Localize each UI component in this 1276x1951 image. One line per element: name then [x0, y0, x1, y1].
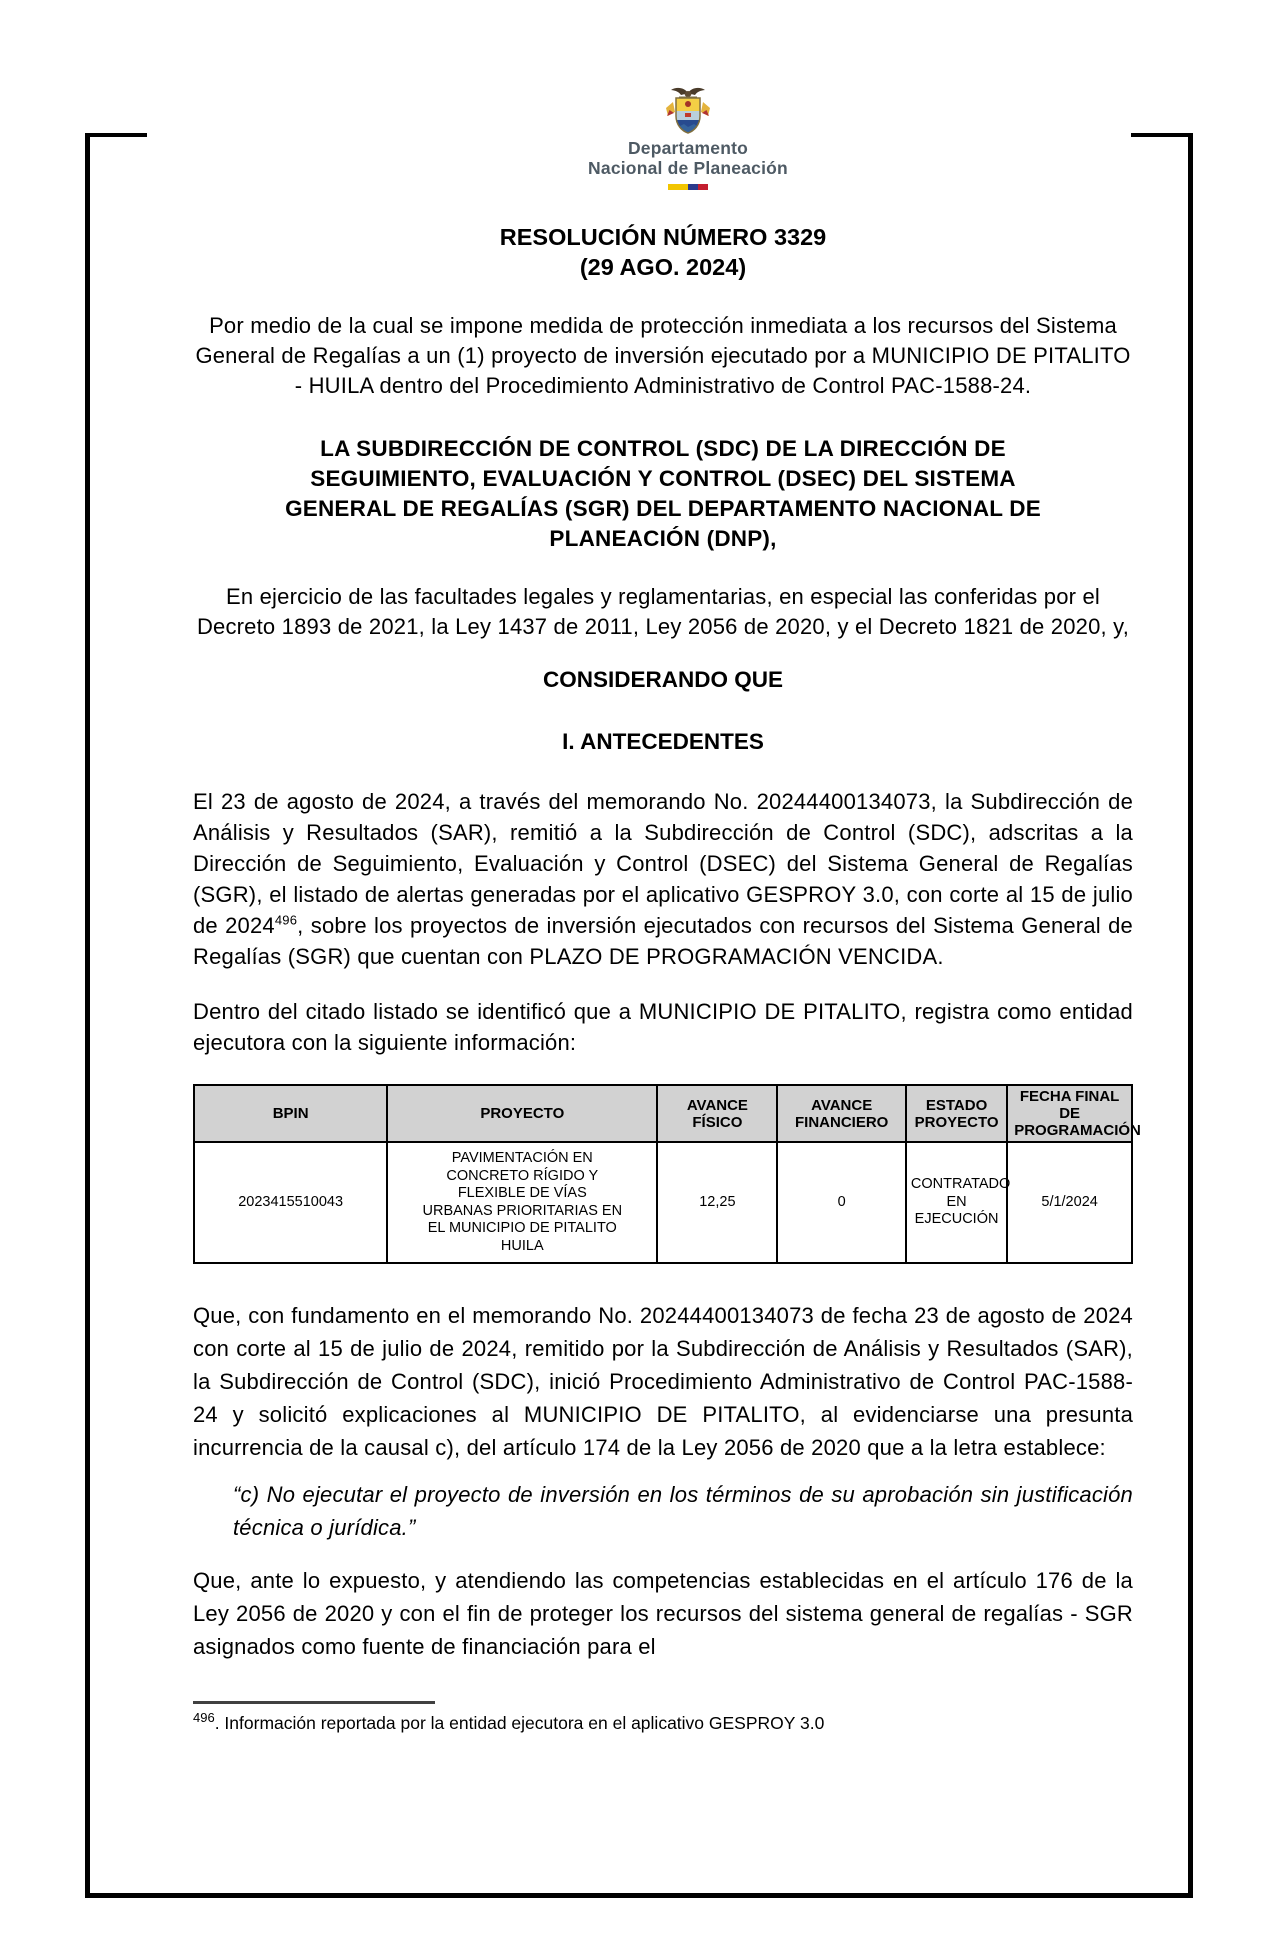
resolution-title	[193, 222, 1133, 282]
table-header-row	[194, 1085, 1132, 1142]
data-cell-avance-fisico: 12,25	[657, 1142, 777, 1263]
dnp-logo	[538, 86, 838, 190]
data-cell-fecha-final: 5/1/2024	[1007, 1142, 1132, 1263]
data-cell-bpin: 2023415510043	[194, 1142, 387, 1263]
listado-paragraph: Dentro del citado listado se identificó que a MUNICIPIO DE PITALITO, registra como entidad ejecutora con la siguiente información:	[193, 999, 1133, 1055]
header-cell-fecha-final: FECHA FINAL DE PROGRAMACIÓN	[1007, 1085, 1132, 1142]
considering-heading: CONSIDERANDO QUE	[542, 667, 784, 692]
logo-org-name	[538, 138, 838, 178]
antecedent-text-part1: El 23 de agosto de 2024, a través del memorando No. 20244400134073, la Subdirección de Análisis y Resultados (SAR), remitió a la Subdirección de Control (SDC), adscritas a la Dirección de Seguimiento, Evaluación y Control (DSEC) del Sistema General de Regalías (SGR), el listado de alertas generadas por el aplicativo GESPROY 3.0, con corte al 15 de julio de 2024	[193, 789, 1133, 938]
legal-quote: “c) No ejecutar el proyecto de inversión en los términos de su aprobación sin justificación técnica o jurídica.”	[233, 1482, 1133, 1540]
flag-blue-segment	[688, 184, 698, 190]
flag-red-segment	[698, 184, 708, 190]
resolution-date: (29 AGO. 2024)	[579, 254, 747, 280]
header-cell-avance-financiero: AVANCE FINANCIERO	[777, 1085, 906, 1142]
footnote-separator	[193, 1701, 435, 1704]
fundamento-paragraph: Que, con fundamento en el memorando No. 20244400134073 de fecha 23 de agosto de 2024 con corte al 15 de julio de 2024, remitido por la Subdirección de Análisis y Resultados (SAR), la Subdirección de Control (SDC), inició Procedimiento Administrativo de Control PAC-1588-24 y solicitó explicaciones al MUNICIPIO DE PITALITO, al evidenciarse una presunta incurrencia de la causal c), del artículo 174 de la Ley 2056 de 2020 que a la letra establece:	[193, 1303, 1133, 1460]
footnote-ref-496: 496	[274, 912, 298, 928]
data-cell-avance-financiero: 0	[777, 1142, 906, 1263]
colombia-coat-of-arms-icon	[665, 86, 711, 136]
logo-org-line1: Departamento	[627, 138, 749, 158]
document-content	[193, 222, 1141, 1734]
resolution-number: RESOLUCIÓN NÚMERO 3329	[499, 224, 827, 250]
footnote-number: 496	[193, 1710, 215, 1726]
antecedent-text-part2: , sobre los proyectos de inversión ejecutados con recursos del Sistema General de Regalías (SGR) que cuentan con PLAZO DE PROGRAMACIÓN VENCIDA.	[193, 913, 1133, 969]
data-cell-estado-proyecto: CONTRATADO EN EJECUCIÓN	[906, 1142, 1007, 1263]
header-cell-bpin: BPIN	[194, 1085, 387, 1142]
intro-paragraph: Por medio de la cual se impone medida de protección inmediata a los recursos del Sistema General de Regalías a un (1) proyecto de inversión ejecutado por a MUNICIPIO DE PITALITO - HUILA dentro del Procedimiento Administrativo de Control PAC-1588-24.	[195, 313, 1131, 398]
table-row	[194, 1142, 1132, 1263]
antecedents-heading: I. ANTECEDENTES	[562, 729, 764, 754]
footnote	[193, 1712, 1133, 1734]
competencias-paragraph: Que, ante lo expuesto, y atendiendo las competencias establecidas en el artículo 176 de la Ley 2056 de 2020 y con el fin de proteger los recursos del sistema general de regalías - SGR asignados como fuente de financiación para el	[193, 1568, 1133, 1659]
frame-top-right-arm	[1131, 133, 1193, 137]
header-cell-avance-fisico: AVANCE FÍSICO	[657, 1085, 777, 1142]
footnote-text: . Información reportada por la entidad ejecutora en el aplicativo GESPROY 3.0	[214, 1713, 825, 1733]
header-cell-proyecto: PROYECTO	[387, 1085, 657, 1142]
authority-heading: LA SUBDIRECCIÓN DE CONTROL (SDC) DE LA DIRECCIÓN DE SEGUIMIENTO, EVALUACIÓN Y CONTROL (DSEC) DEL SISTEMA GENERAL DE REGALÍAS (SGR) DEL DEPARTAMENTO NACIONAL DE PLANEACIÓN (DNP),	[285, 436, 1041, 551]
faculties-paragraph: En ejercicio de las facultades legales y reglamentarias, en especial las conferidas por el Decreto 1893 de 2021, la Ley 1437 de 2011, Ley 2056 de 2020, y el Decreto 1821 de 2020, y,	[196, 584, 1130, 639]
colombia-flag-bar	[668, 184, 708, 190]
frame-top-left-arm	[85, 133, 147, 137]
antecedent-paragraph	[193, 786, 1133, 972]
data-cell-proyecto: PAVIMENTACIÓN EN CONCRETO RÍGIDO Y FLEXIBLE DE VÍAS URBANAS PRIORITARIAS EN EL MUNICIPIO DE PITALITO HUILA	[387, 1142, 657, 1263]
projects-table	[193, 1084, 1141, 1264]
logo-org-line2: Nacional de Planeación	[588, 158, 788, 178]
flag-yellow-segment	[668, 184, 688, 190]
header-cell-estado-proyecto: ESTADO PROYECTO	[906, 1085, 1007, 1142]
